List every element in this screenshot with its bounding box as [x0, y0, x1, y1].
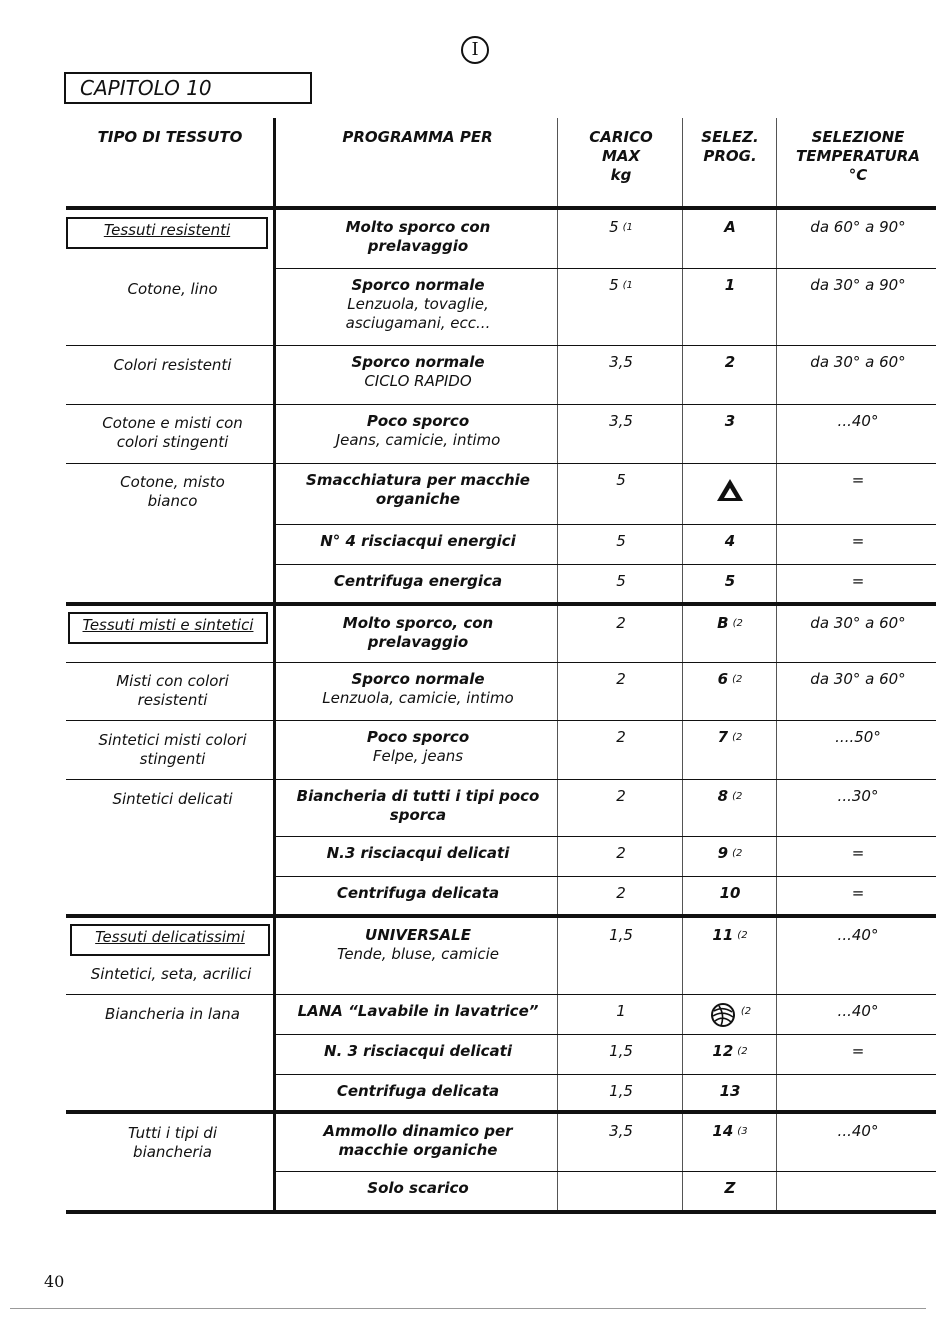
group-label-misti: Tessuti misti e sintetici: [68, 612, 268, 644]
fabric-label: Cotone, lino: [127, 280, 218, 298]
program-cell: [282, 844, 554, 863]
program-main: Smacchiatura per macchie organiche: [306, 471, 530, 508]
row-rule: [66, 662, 276, 663]
selez-cell: [684, 412, 776, 431]
program-cell: [282, 471, 554, 509]
program-main: LANA “Lavabile in lavatrice”: [297, 1002, 539, 1020]
carico-cell: [560, 614, 682, 633]
carico-value: 1: [616, 1002, 626, 1020]
row-rule: [276, 564, 936, 565]
program-sub: Lenzuola, camicie, intimo: [322, 689, 514, 707]
fabric-label: Biancheria in lana: [105, 1005, 240, 1023]
selez-value: 6: [717, 670, 729, 688]
program-cell: [282, 1082, 554, 1101]
carico-value: 2: [616, 884, 626, 902]
row-rule: [66, 404, 276, 405]
selez-cell: [684, 1179, 776, 1198]
carico-cell: [560, 412, 682, 431]
row-rule: [66, 779, 276, 780]
carico-value: 2: [616, 728, 626, 746]
carico-cell: [560, 218, 682, 237]
program-main: N.3 risciacqui delicati: [326, 844, 510, 862]
group-label-delicatissimi: Tessuti delicatissimi: [70, 924, 270, 956]
section-rule: [66, 602, 936, 606]
column-divider: [682, 118, 683, 1214]
column-divider: [557, 118, 558, 1214]
row-rule: [276, 720, 936, 721]
temperature-cell: da 30° a 90°: [810, 276, 906, 294]
row-rule: [66, 720, 276, 721]
carico-value: 5: [609, 218, 619, 236]
selez-cell: [684, 614, 776, 633]
section-rule: [66, 914, 936, 918]
selez-value: 12: [712, 1042, 734, 1060]
temperature-cell: ...40°: [837, 412, 879, 430]
carico-value: 1,5: [609, 1042, 633, 1060]
temperature-cell: =: [851, 532, 865, 550]
carico-value: 2: [616, 670, 626, 688]
column-divider: [776, 118, 777, 1214]
program-cell: [282, 728, 554, 766]
footnote-marker: (3: [737, 1126, 748, 1137]
selez-value: 11: [712, 926, 734, 944]
program-cell: [282, 1179, 554, 1198]
temperature-cell: ...40°: [837, 926, 879, 944]
section-rule: [66, 206, 936, 210]
section-rule: [66, 1110, 936, 1114]
wool-ball-icon: [709, 1002, 737, 1028]
selez-value: 1: [724, 276, 736, 294]
carico-cell: [560, 884, 682, 903]
selez-cell: [684, 844, 776, 863]
carico-value: 2: [616, 844, 626, 862]
program-main: Poco sporco: [366, 412, 470, 430]
row-rule: [276, 1034, 936, 1035]
carico-cell: [560, 670, 682, 689]
program-cell: [282, 572, 554, 591]
program-main: UNIVERSALE: [365, 926, 471, 944]
fabric-label: Misti con colori resistenti: [116, 672, 229, 709]
carico-value: 5: [609, 276, 619, 294]
program-main: Sporco normale: [351, 670, 485, 688]
carico-value: 3,5: [609, 412, 633, 430]
temperature-cell: da 30° a 60°: [810, 614, 906, 632]
section-rule: [66, 1210, 936, 1214]
carico-cell: [560, 1042, 682, 1061]
carico-value: 3,5: [609, 1122, 633, 1140]
carico-value: 5: [616, 572, 626, 590]
language-badge: I: [461, 36, 489, 64]
program-cell: [282, 670, 554, 708]
carico-cell: [560, 728, 682, 747]
program-main: Poco sporco: [366, 728, 470, 746]
selez-value: B: [717, 614, 729, 632]
carico-value: 2: [616, 787, 626, 805]
program-main: N. 3 risciacqui delicati: [324, 1042, 512, 1060]
header-selez: SELEZ. PROG.: [701, 128, 759, 165]
carico-value: 5: [616, 471, 626, 489]
footnote-marker: (1: [622, 280, 633, 291]
selez-value: 13: [719, 1082, 741, 1100]
program-main: N° 4 risciacqui energici: [320, 532, 516, 550]
selez-cell: [684, 670, 776, 689]
footnote-marker: (2: [732, 618, 743, 629]
row-rule: [276, 404, 936, 405]
temperature-cell: =: [851, 572, 865, 590]
carico-value: 5: [616, 532, 626, 550]
group-label-resistenti: Tessuti resistenti: [66, 217, 268, 249]
program-main: Centrifuga delicata: [336, 1082, 500, 1100]
fabric-label: Tutti i tipi di biancheria: [128, 1124, 217, 1161]
header-carico: CARICO MAX kg: [589, 128, 653, 184]
row-rule: [66, 345, 276, 346]
selez-value: 3: [724, 412, 736, 430]
row-rule: [276, 662, 936, 663]
row-rule: [276, 463, 936, 464]
fabric-label: Colori resistenti: [113, 356, 232, 374]
page-number: 40: [44, 1272, 65, 1291]
selez-cell: [684, 218, 776, 237]
selez-cell: [684, 276, 776, 295]
temperature-cell: ...40°: [837, 1122, 879, 1140]
footnote-marker: (2: [732, 848, 743, 859]
program-main: Ammollo dinamico per macchie organiche: [323, 1122, 513, 1159]
program-cell: [282, 1122, 554, 1160]
row-rule: [66, 994, 276, 995]
selez-value: 14: [712, 1122, 734, 1140]
footnote-marker: (2: [737, 930, 748, 941]
program-main: Centrifuga delicata: [336, 884, 500, 902]
carico-value: 2: [616, 614, 626, 632]
selez-cell: [684, 926, 776, 945]
selez-cell: [684, 353, 776, 372]
program-main: Centrifuga energica: [333, 572, 503, 590]
selez-cell: [684, 787, 776, 806]
carico-cell: [560, 1082, 682, 1101]
program-main: Solo scarico: [367, 1179, 469, 1197]
footnote-marker: (2: [732, 732, 743, 743]
program-sub: Jeans, camicie, intimo: [335, 431, 501, 449]
carico-cell: [560, 276, 682, 295]
footnote-marker: (2: [732, 674, 743, 685]
triangle-icon: [715, 477, 745, 503]
carico-cell: [560, 787, 682, 806]
program-cell: [282, 614, 554, 652]
selez-cell: [684, 471, 776, 508]
temperature-cell: da 30° a 60°: [810, 353, 906, 371]
temperature-cell: =: [851, 471, 865, 489]
fabric-label: Cotone, misto bianco: [120, 473, 225, 510]
program-sub: Lenzuola, tovaglie, asciugamani, ecc...: [345, 295, 491, 332]
temperature-cell: ...40°: [837, 1002, 879, 1020]
carico-value: 1,5: [609, 926, 633, 944]
program-sub: Felpe, jeans: [372, 747, 464, 765]
carico-value: 1,5: [609, 1082, 633, 1100]
row-rule: [276, 345, 936, 346]
program-cell: [282, 276, 554, 333]
program-cell: [282, 1002, 554, 1021]
program-main: Sporco normale: [351, 353, 485, 371]
program-cell: [282, 884, 554, 903]
selez-value: 9: [717, 844, 729, 862]
selez-cell: [684, 532, 776, 551]
program-main: Biancheria di tutti i tipi poco sporca: [296, 787, 540, 824]
selez-value: Z: [724, 1179, 736, 1197]
program-cell: [282, 787, 554, 825]
selez-value: 5: [724, 572, 736, 590]
header-temperatura: SELEZIONE TEMPERATURA °C: [796, 128, 920, 184]
row-rule: [276, 836, 936, 837]
row-rule: [276, 268, 936, 269]
program-main: Sporco normale: [351, 276, 485, 294]
selez-value: 4: [724, 532, 736, 550]
program-main: Molto sporco, con prelavaggio: [342, 614, 494, 651]
carico-cell: [560, 471, 682, 490]
selez-cell: [684, 728, 776, 747]
selez-value: 7: [717, 728, 729, 746]
program-sub: CICLO RAPIDO: [364, 372, 472, 390]
temperature-cell: da 30° a 60°: [810, 670, 906, 688]
fabric-label: Sintetici misti colori stingenti: [98, 731, 247, 768]
selez-value: 8: [717, 787, 729, 805]
fabric-label: Sintetici, seta, acrilici: [90, 965, 252, 983]
program-sub: Tende, bluse, camicie: [337, 945, 499, 963]
row-rule: [276, 876, 936, 877]
selez-value: 2: [724, 353, 736, 371]
selez-cell: [684, 1002, 776, 1033]
row-rule: [276, 1074, 936, 1075]
program-main: Molto sporco con prelavaggio: [345, 218, 491, 255]
carico-cell: [560, 926, 682, 945]
row-rule: [276, 524, 936, 525]
carico-cell: [560, 1002, 682, 1021]
temperature-cell: =: [851, 844, 865, 862]
footnote-marker: (1: [622, 222, 633, 233]
header-tipo: TIPO DI TESSUTO: [97, 128, 243, 146]
row-rule: [276, 994, 936, 995]
temperature-cell: =: [851, 884, 865, 902]
program-cell: [282, 1042, 554, 1061]
selez-cell: [684, 1082, 776, 1101]
selez-cell: [684, 1122, 776, 1141]
temperature-cell: ...30°: [837, 787, 879, 805]
fabric-label: Cotone e misti con colori stingenti: [102, 414, 243, 451]
temperature-cell: =: [851, 1042, 865, 1060]
selez-cell: [684, 1042, 776, 1061]
footnote-marker: (2: [740, 1006, 752, 1017]
carico-value: 3,5: [609, 353, 633, 371]
header-programma: PROGRAMMA PER: [342, 128, 493, 146]
carico-cell: [560, 572, 682, 591]
footnote-marker: (2: [732, 791, 743, 802]
carico-cell: [560, 844, 682, 863]
row-rule: [276, 1171, 936, 1172]
carico-cell: [560, 532, 682, 551]
program-cell: [282, 218, 554, 256]
footnote-marker: (2: [737, 1046, 748, 1057]
chapter-title: CAPITOLO 10: [64, 72, 312, 104]
selez-value: A: [724, 218, 736, 236]
carico-cell: [560, 1122, 682, 1141]
program-cell: [282, 353, 554, 391]
carico-cell: [560, 353, 682, 372]
row-rule: [276, 779, 936, 780]
program-cell: [282, 532, 554, 551]
temperature-cell: ....50°: [835, 728, 881, 746]
selez-value: 10: [719, 884, 741, 902]
program-cell: [282, 926, 554, 964]
program-cell: [282, 412, 554, 450]
row-rule: [66, 463, 276, 464]
temperature-cell: da 60° a 90°: [810, 218, 906, 236]
selez-cell: [684, 572, 776, 591]
selez-cell: [684, 884, 776, 903]
fabric-label: Sintetici delicati: [112, 790, 233, 808]
footer-rule: [10, 1308, 926, 1309]
